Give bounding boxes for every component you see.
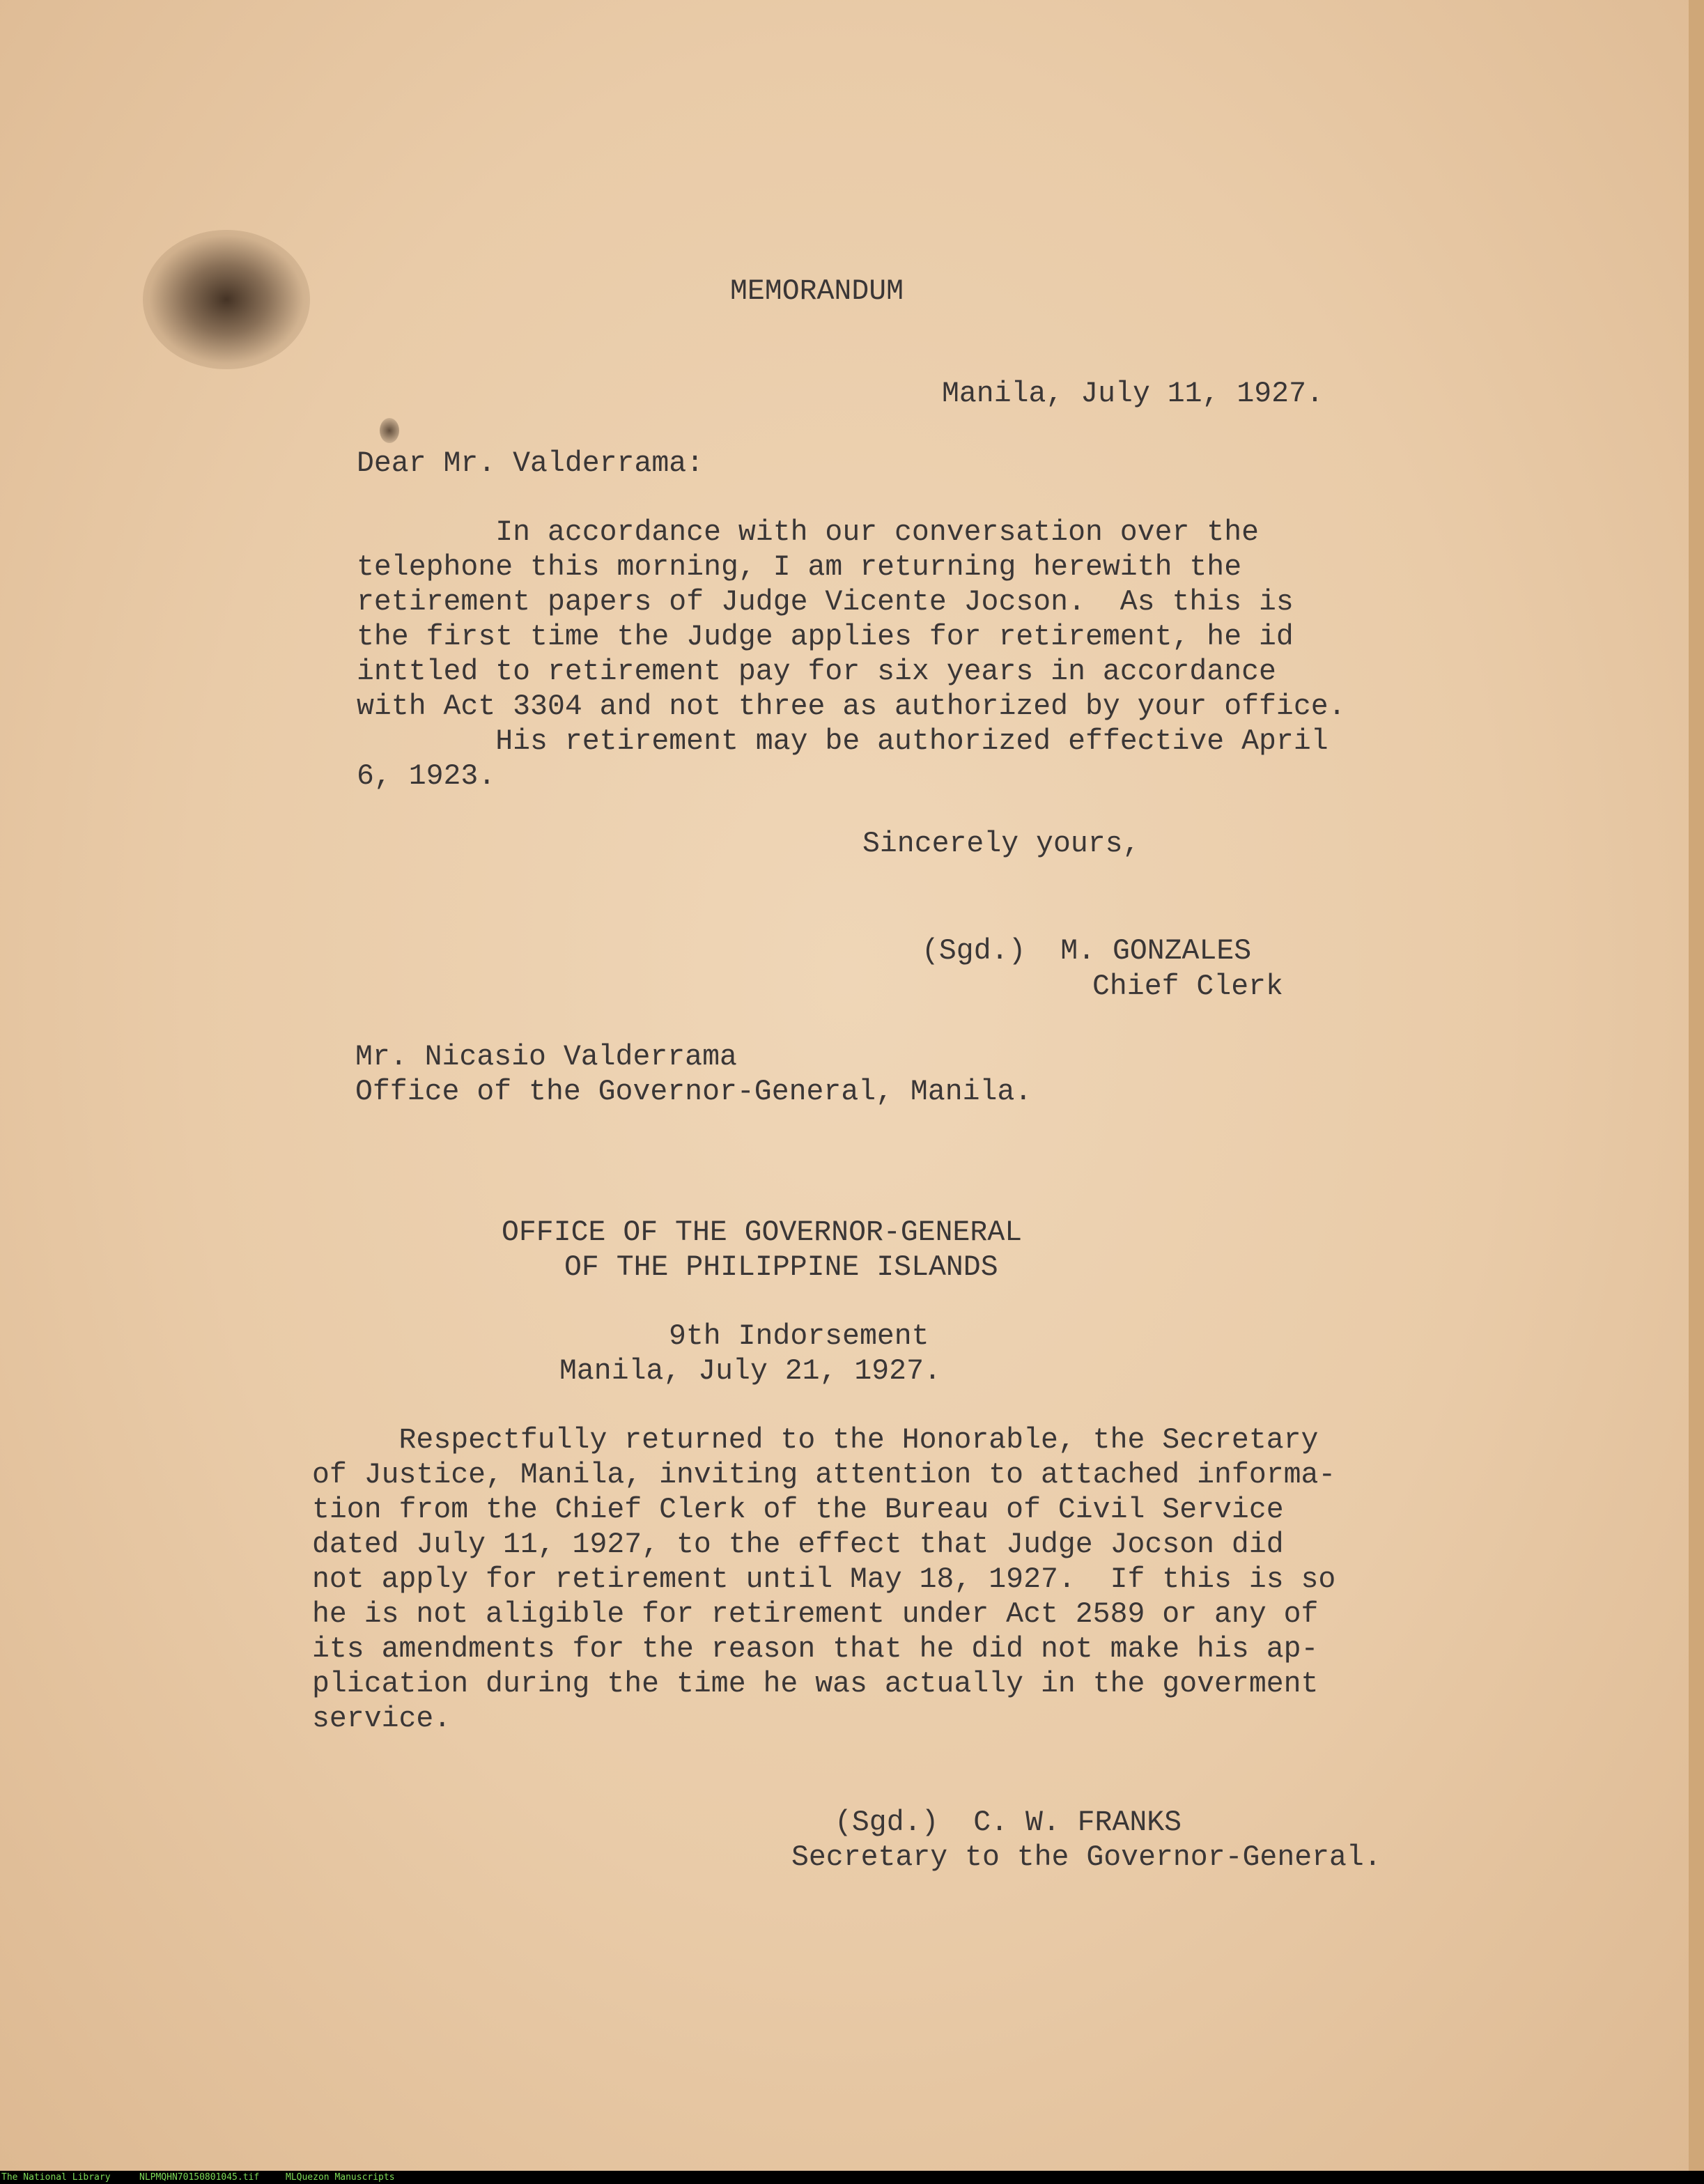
indorsement-body-line: dated July 11, 1927, to the effect that Judge Jocson did [312,1528,1284,1561]
memo-body-line: His retirement may be authorized effective April [357,725,1329,758]
page-edge [1689,0,1704,2171]
memo-closing: Sincerely yours, [862,828,1140,860]
memo-body-line: the first time the Judge applies for retirement, he id [357,621,1294,653]
memo-body-line: inttled to retirement pay for six years in accordance [357,656,1276,688]
indorsement-body-line: plication during the time he was actually in the goverment [312,1668,1319,1701]
indorsement-body-line: of Justice, Manila, inviting attention to attached informa- [312,1459,1336,1492]
indorsement-body-line: service. [312,1703,451,1735]
indorsement-body-line: tion from the Chief Clerk of the Bureau of Civil Service [312,1494,1284,1526]
memo-signature: (Sgd.) M. GONZALES [922,935,1252,968]
memo-body-line: 6, 1923. [357,760,496,793]
indorsement-label: 9th Indorsement [669,1320,929,1353]
indorsement-signature: (Sgd.) C. W. FRANKS [835,1806,1182,1839]
memo-body-line: with Act 3304 and not three as authorized by your office. [357,690,1346,723]
memo-title: MEMORANDUM [730,275,904,308]
memo-salutation: Dear Mr. Valderrama: [357,447,704,480]
indorsement-office-line2: OF THE PHILIPPINE ISLANDS [564,1251,998,1284]
addressee-office: Office of the Governor-General, Manila. [355,1076,1032,1108]
indorsement-body-line: he is not aligible for retirement under Act 2589 or any of [312,1598,1319,1631]
memo-body-line: telephone this morning, I am returning herewith the [357,551,1242,584]
indorsement-signer-title: Secretary to the Governor-General. [791,1841,1381,1874]
memo-body-line: In accordance with our conversation over the [357,516,1260,549]
memo-body-line: retirement papers of Judge Vicente Jocson. As this is [357,586,1294,619]
footer-collection: MLQuezon Manuscripts [286,2172,395,2183]
memo-date: Manila, July 11, 1927. [942,378,1324,410]
indorsement-body-line: not apply for retirement until May 18, 1927. If this is so [312,1563,1336,1596]
archive-footer [0,2171,1704,2184]
ink-stain [143,230,310,369]
addressee-name: Mr. Nicasio Valderrama [355,1041,737,1074]
footer-library: The National Library [1,2172,111,2183]
indorsement-office-line1: OFFICE OF THE GOVERNOR-GENERAL [502,1216,1023,1249]
memo-signer-title: Chief Clerk [1092,970,1283,1003]
footer-filename: NLPMQHN70150801045.tif [139,2172,260,2183]
ink-spot [380,418,399,443]
indorsement-date: Manila, July 21, 1927. [559,1355,941,1388]
indorsement-body-line: Respectfully returned to the Honorable, the Secretary [312,1424,1319,1457]
indorsement-body-line: its amendments for the reason that he did not make his ap- [312,1633,1319,1666]
